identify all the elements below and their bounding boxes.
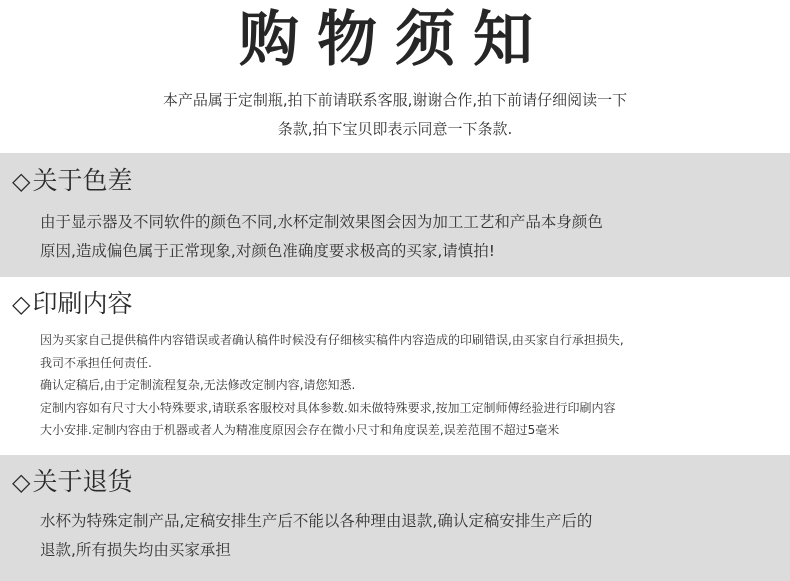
body-line: 定制内容如有尺寸大小特殊要求,请联系客服校对具体参数.如未做特殊要求,按加工定制师傅经验进行印刷内容 <box>40 400 616 415</box>
diamond-outline-icon: ◇ <box>12 468 31 496</box>
section-heading <box>12 289 132 319</box>
diamond-outline-icon: ◇ <box>12 167 31 195</box>
section-body <box>40 507 780 565</box>
body-line: 退款,所有损失均由买家承担 <box>40 541 231 559</box>
body-line: 确认定稿后,由于定制流程复杂,无法修改定制内容,请您知悉. <box>40 378 356 392</box>
body-line: 水杯为特殊定制产品,定稿安排生产后不能以各种理由退款,确认定稿安排生产后的 <box>40 512 593 530</box>
section-body <box>40 329 780 442</box>
body-line: 我司不承担任何责任. <box>40 355 152 370</box>
section-body <box>40 208 780 266</box>
intro-line: 条款,拍下宝贝即表示同意一下条款. <box>277 120 513 138</box>
section-title: 关于色差 <box>32 166 133 195</box>
section-heading <box>12 467 132 497</box>
intro-line: 本产品属于定制瓶,拍下前请联系客服,谢谢合作,拍下前请仔细阅读一下 <box>162 91 628 109</box>
page-title: 购物须知 <box>239 5 551 75</box>
section-title: 关于退货 <box>32 467 133 496</box>
section-returns <box>0 455 790 581</box>
intro-text <box>40 86 750 144</box>
section-heading <box>12 166 132 196</box>
body-line: 原因,造成偏色属于正常现象,对颜色准确度要求极高的买家,请慎拍! <box>40 242 495 260</box>
body-line: 由于显示器及不同软件的颜色不同,水杯定制效果图会因为加工工艺和产品本身颜色 <box>40 213 603 231</box>
diamond-outline-icon: ◇ <box>12 290 31 318</box>
section-color-difference <box>0 153 790 277</box>
body-line: 因为买家自己提供稿件内容错误或者确认稿件时候没有仔细核实稿件内容造成的印刷错误,由买家自行承担损失, <box>40 333 624 347</box>
section-title: 印刷内容 <box>32 289 133 318</box>
section-print-content <box>0 277 790 453</box>
body-line: 大小安排.定制内容由于机器或者人为精准度原因会存在微小尺寸和角度误差,误差范围不超过5毫米 <box>40 423 560 437</box>
